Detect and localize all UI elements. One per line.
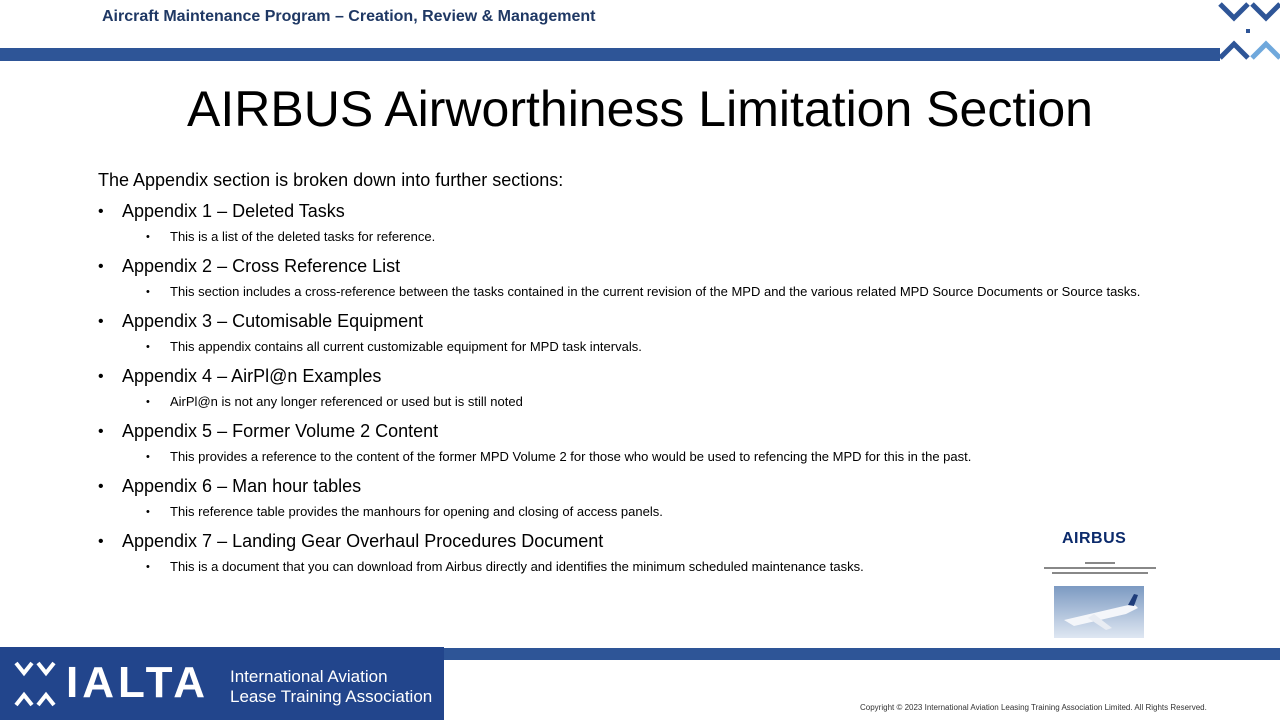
appendix-heading: Appendix 4 – AirPl@n Examples [122,366,382,386]
appendix-detail [146,503,1178,521]
appendix-detail-text: This provides a reference to the content of the former MPD Volume 2 for those who would be used to refencing the MPD for this in the past. [170,449,972,464]
aircraft-photo [1054,586,1144,638]
appendix-heading: Appendix 1 – Deleted Tasks [122,201,345,221]
bullet-icon: • [98,533,104,550]
appendix-item [98,531,1178,576]
bullet-icon: • [98,478,104,495]
bullet-icon: • [98,368,104,385]
sub-bullet-icon: • [146,506,150,518]
thumbnail-line [1052,572,1148,574]
ialta-mark-icon [14,661,56,707]
sub-bullet-icon: • [146,561,150,573]
bullet-icon: • [98,313,104,330]
appendix-detail-text: This reference table provides the manhours for opening and closing of access panels. [170,504,663,519]
thumbnail-caption-lines [1044,562,1156,577]
appendix-detail [146,393,1178,411]
thumbnail-line [1085,562,1115,564]
slide-title: AIRBUS Airworthiness Limitation Section [187,81,1093,137]
ialta-wordmark: IALTA [66,658,209,707]
top-band [0,48,1220,61]
aircraft-icon [1054,586,1144,638]
bullet-icon: • [98,423,104,440]
ialta-logo-icon [1216,0,1280,62]
bullet-icon: • [98,203,104,220]
intro-text: The Appendix section is broken down into further sections: [98,170,564,190]
appendix-detail-text: This section includes a cross-reference between the tasks contained in the current revision of the MPD and the various related MPD Source Documents or Source tasks. [170,284,1141,299]
appendix-item [98,366,1178,411]
appendix-heading: Appendix 5 – Former Volume 2 Content [122,421,439,441]
organization-name: International Aviation Lease Training Association [230,667,433,706]
copyright-notice: Copyright © 2023 International Aviation Leasing Training Association Limited. All Rights Reserved. [860,703,1207,712]
appendix-detail-text: This is a document that you can download from Airbus directly and identifies the minimum scheduled maintenance tasks. [170,559,864,574]
header-title: Aircraft Maintenance Program – Creation, Review & Management [102,8,596,25]
appendix-item [98,311,1178,356]
appendix-detail [146,338,1178,356]
bottom-band [444,648,1280,660]
appendix-detail-text: AirPl@n is not any longer referenced or used but is still noted [170,394,523,409]
appendix-detail [146,228,1178,246]
appendix-detail [146,558,1178,576]
appendix-detail [146,448,1178,466]
airbus-document-thumbnail [1040,526,1160,642]
appendix-detail-text: This is a list of the deleted tasks for reference. [170,229,436,244]
appendix-detail-text: This appendix contains all current customizable equipment for MPD task intervals. [170,339,642,354]
sub-bullet-icon: • [146,451,150,463]
appendix-item [98,476,1178,521]
sub-bullet-icon: • [146,286,150,298]
appendix-heading: Appendix 2 – Cross Reference List [122,256,401,276]
content-body [98,170,1178,586]
appendix-list [98,201,1178,576]
sub-bullet-icon: • [146,396,150,408]
appendix-item [98,421,1178,466]
footer-logo-block [0,647,444,720]
bullet-icon: • [98,258,104,275]
appendix-item [98,201,1178,246]
thumbnail-line [1044,567,1156,569]
appendix-detail [146,283,1178,301]
airbus-logo: AIRBUS [1062,530,1127,547]
appendix-heading: Appendix 7 – Landing Gear Overhaul Procedures Document [122,531,604,551]
appendix-item [98,256,1178,301]
sub-bullet-icon: • [146,231,150,243]
appendix-heading: Appendix 3 – Cutomisable Equipment [122,311,424,331]
appendix-heading: Appendix 6 – Man hour tables [122,476,362,496]
sub-bullet-icon: • [146,341,150,353]
